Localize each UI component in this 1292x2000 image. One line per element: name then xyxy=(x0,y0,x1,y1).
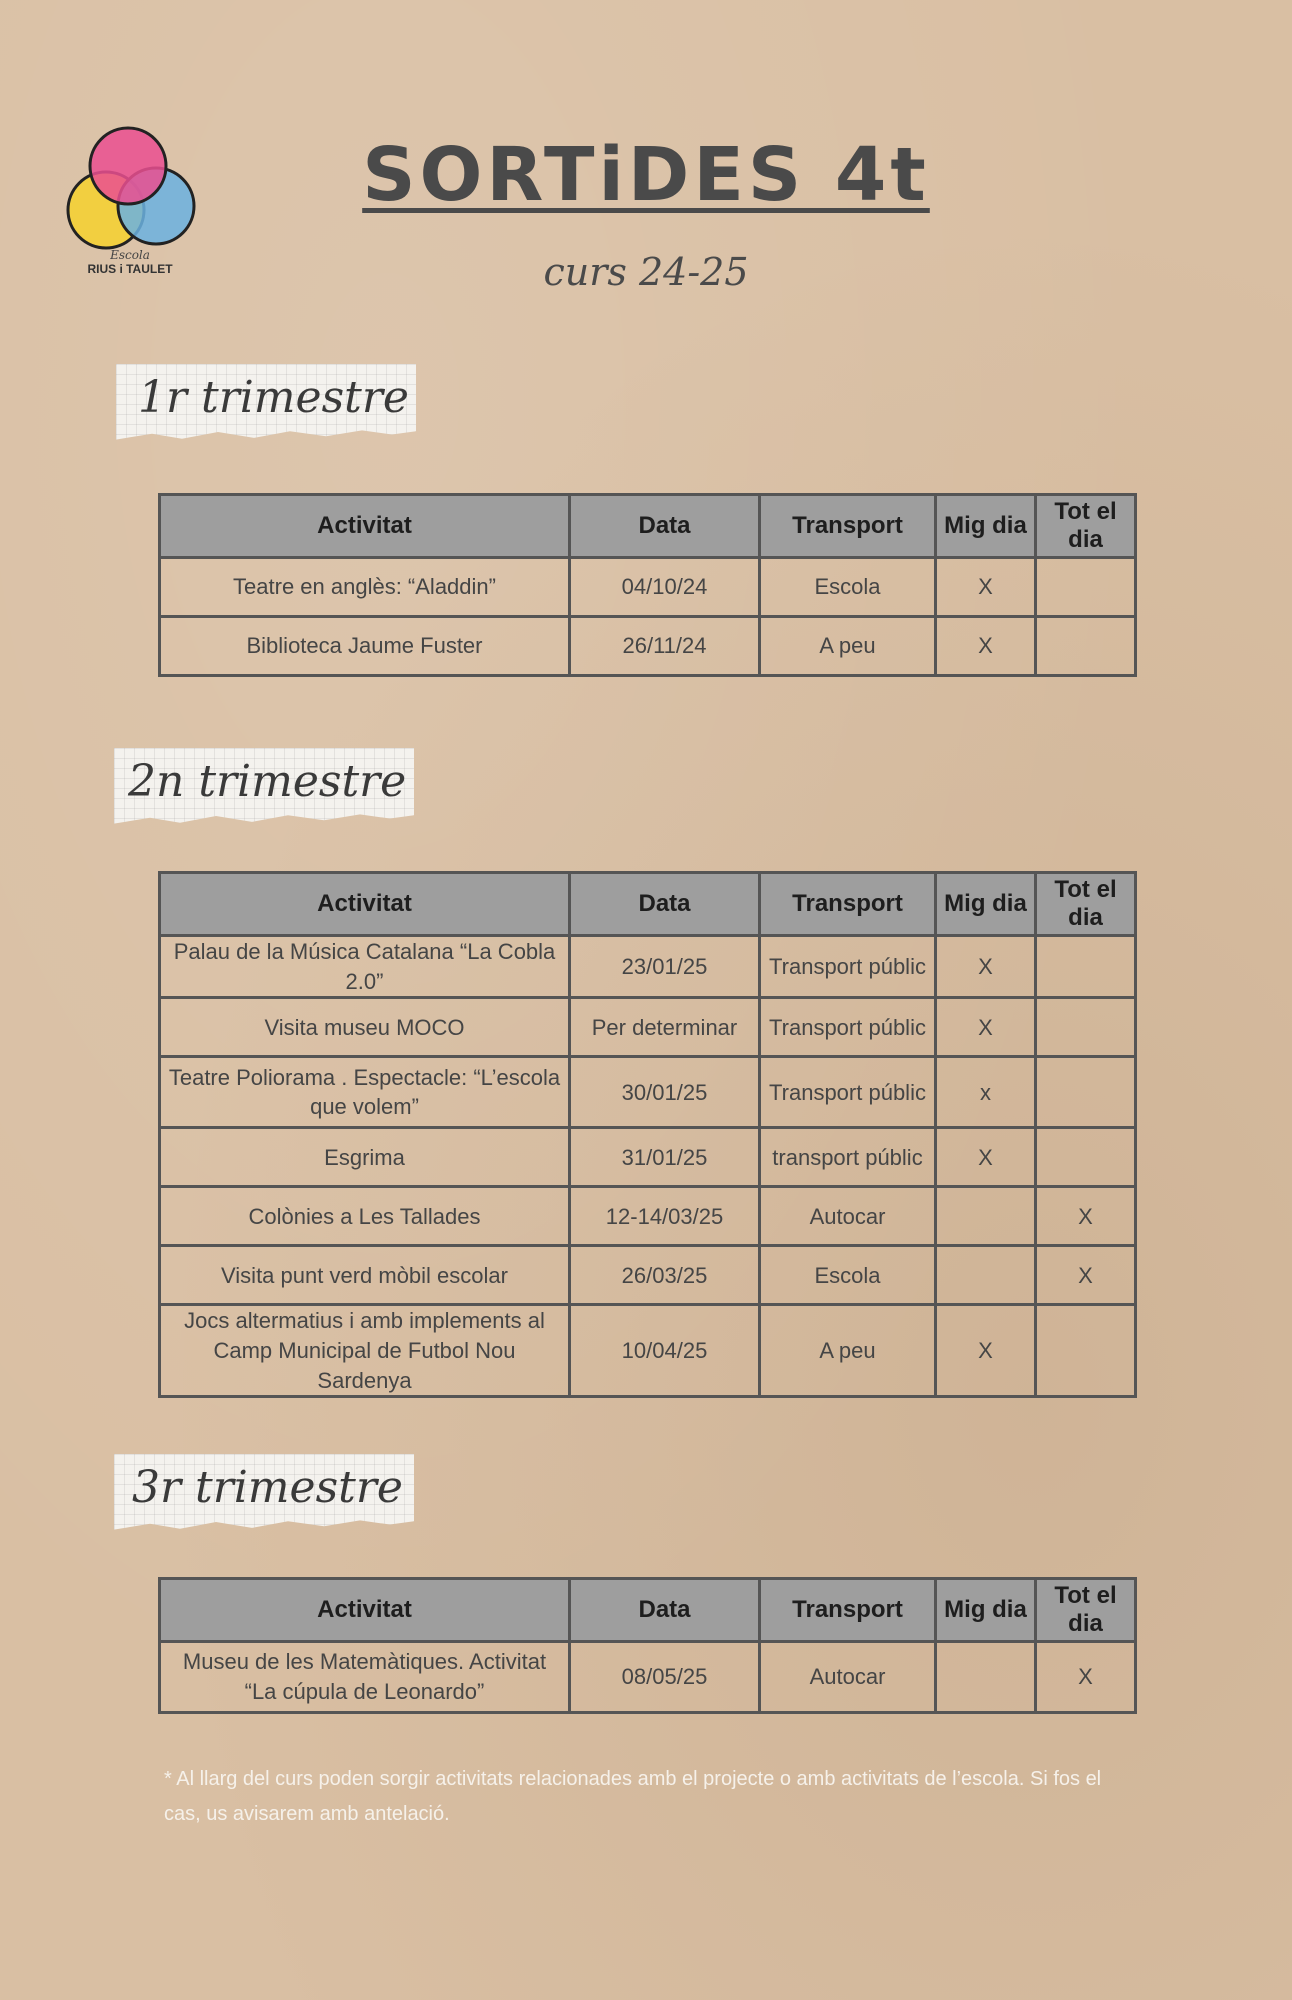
half-day-cell: X xyxy=(936,1305,1036,1397)
table-header-row xyxy=(160,495,1136,558)
date-cell: 26/11/24 xyxy=(570,617,760,676)
column-header-mig: Mig dia xyxy=(936,873,1036,936)
transport-cell: A peu xyxy=(760,617,936,676)
half-day-cell: X xyxy=(936,1128,1036,1187)
table-row xyxy=(160,1305,1136,1397)
date-cell: 04/10/24 xyxy=(570,558,760,617)
transport-cell: Transport públic xyxy=(760,998,936,1057)
section-label-2: 2n trimestre xyxy=(128,756,407,807)
half-day-cell: X xyxy=(936,558,1036,617)
column-header-activitat: Activitat xyxy=(160,495,570,558)
column-header-mig: Mig dia xyxy=(936,495,1036,558)
schedule-table-3 xyxy=(158,1577,1137,1714)
full-day-cell: X xyxy=(1036,1642,1136,1713)
activity-cell: Palau de la Música Catalana “La Cobla 2.0” xyxy=(160,936,570,998)
date-cell: 08/05/25 xyxy=(570,1642,760,1713)
column-header-data: Data xyxy=(570,1579,760,1642)
date-cell: 31/01/25 xyxy=(570,1128,760,1187)
full-day-cell xyxy=(1036,1057,1136,1128)
date-cell: 12-14/03/25 xyxy=(570,1187,760,1246)
transport-cell: Transport públic xyxy=(760,936,936,998)
page-title: SORTiDES 4t xyxy=(362,132,930,218)
activity-cell: Museu de les Matemàtiques. Activitat “La cúpula de Leonardo” xyxy=(160,1642,570,1713)
date-cell: 23/01/25 xyxy=(570,936,760,998)
logo-text-name: RIUS i TAULET xyxy=(87,262,173,276)
activity-cell: Esgrima xyxy=(160,1128,570,1187)
date-cell: 10/04/25 xyxy=(570,1305,760,1397)
transport-cell: A peu xyxy=(760,1305,936,1397)
table-row xyxy=(160,617,1136,676)
half-day-cell: X xyxy=(936,998,1036,1057)
full-day-cell: X xyxy=(1036,1246,1136,1305)
date-cell: Per determinar xyxy=(570,998,760,1057)
logo-text-escola: Escola xyxy=(110,248,150,262)
table-row xyxy=(160,1128,1136,1187)
schedule-table-2 xyxy=(158,871,1137,1398)
table-row xyxy=(160,1057,1136,1128)
table-row xyxy=(160,1246,1136,1305)
full-day-cell: X xyxy=(1036,1187,1136,1246)
full-day-cell xyxy=(1036,1305,1136,1397)
column-header-data: Data xyxy=(570,873,760,936)
column-header-transport: Transport xyxy=(760,873,936,936)
date-cell: 26/03/25 xyxy=(570,1246,760,1305)
full-day-cell xyxy=(1036,617,1136,676)
column-header-mig: Mig dia xyxy=(936,1579,1036,1642)
activity-cell: Visita punt verd mòbil escolar xyxy=(160,1246,570,1305)
half-day-cell xyxy=(936,1246,1036,1305)
transport-cell: Escola xyxy=(760,558,936,617)
table-row xyxy=(160,1642,1136,1713)
table-header-row xyxy=(160,1579,1136,1642)
activity-cell: Biblioteca Jaume Fuster xyxy=(160,617,570,676)
date-cell: 30/01/25 xyxy=(570,1057,760,1128)
transport-cell: transport públic xyxy=(760,1128,936,1187)
column-header-tot: Tot el dia xyxy=(1036,1579,1136,1642)
activity-cell: Colònies a Les Tallades xyxy=(160,1187,570,1246)
column-header-data: Data xyxy=(570,495,760,558)
half-day-cell xyxy=(936,1187,1036,1246)
table-row xyxy=(160,998,1136,1057)
table-row xyxy=(160,558,1136,617)
half-day-cell: x xyxy=(936,1057,1036,1128)
transport-cell: Autocar xyxy=(760,1187,936,1246)
transport-cell: Escola xyxy=(760,1246,936,1305)
schedule-table-1 xyxy=(158,493,1137,677)
page-subtitle: curs 24-25 xyxy=(543,250,749,294)
table-row xyxy=(160,1187,1136,1246)
half-day-cell: X xyxy=(936,936,1036,998)
full-day-cell xyxy=(1036,936,1136,998)
activity-cell: Jocs altermatius i amb implements al Camp Municipal de Futbol Nou Sardenya xyxy=(160,1305,570,1397)
half-day-cell: X xyxy=(936,617,1036,676)
table-row xyxy=(160,936,1136,998)
full-day-cell xyxy=(1036,558,1136,617)
activity-cell: Teatre en anglès: “Aladdin” xyxy=(160,558,570,617)
activity-cell: Teatre Poliorama . Espectacle: “L’escola que volem” xyxy=(160,1057,570,1128)
column-header-tot: Tot el dia xyxy=(1036,495,1136,558)
column-header-transport: Transport xyxy=(760,495,936,558)
half-day-cell xyxy=(936,1642,1036,1713)
section-label-1: 1r trimestre xyxy=(138,372,409,423)
activity-cell: Visita museu MOCO xyxy=(160,998,570,1057)
full-day-cell xyxy=(1036,998,1136,1057)
transport-cell: Transport públic xyxy=(760,1057,936,1128)
footnote: * Al llarg del curs poden sorgir activitats relacionades amb el projecte o amb activitats de l’escola. Si fos el cas, us avisarem amb antelació. xyxy=(164,1768,1102,1825)
transport-cell: Autocar xyxy=(760,1642,936,1713)
column-header-activitat: Activitat xyxy=(160,873,570,936)
column-header-activitat: Activitat xyxy=(160,1579,570,1642)
column-header-tot: Tot el dia xyxy=(1036,873,1136,936)
full-day-cell xyxy=(1036,1128,1136,1187)
column-header-transport: Transport xyxy=(760,1579,936,1642)
table-header-row xyxy=(160,873,1136,936)
section-label-3: 3r trimestre xyxy=(132,1462,403,1513)
